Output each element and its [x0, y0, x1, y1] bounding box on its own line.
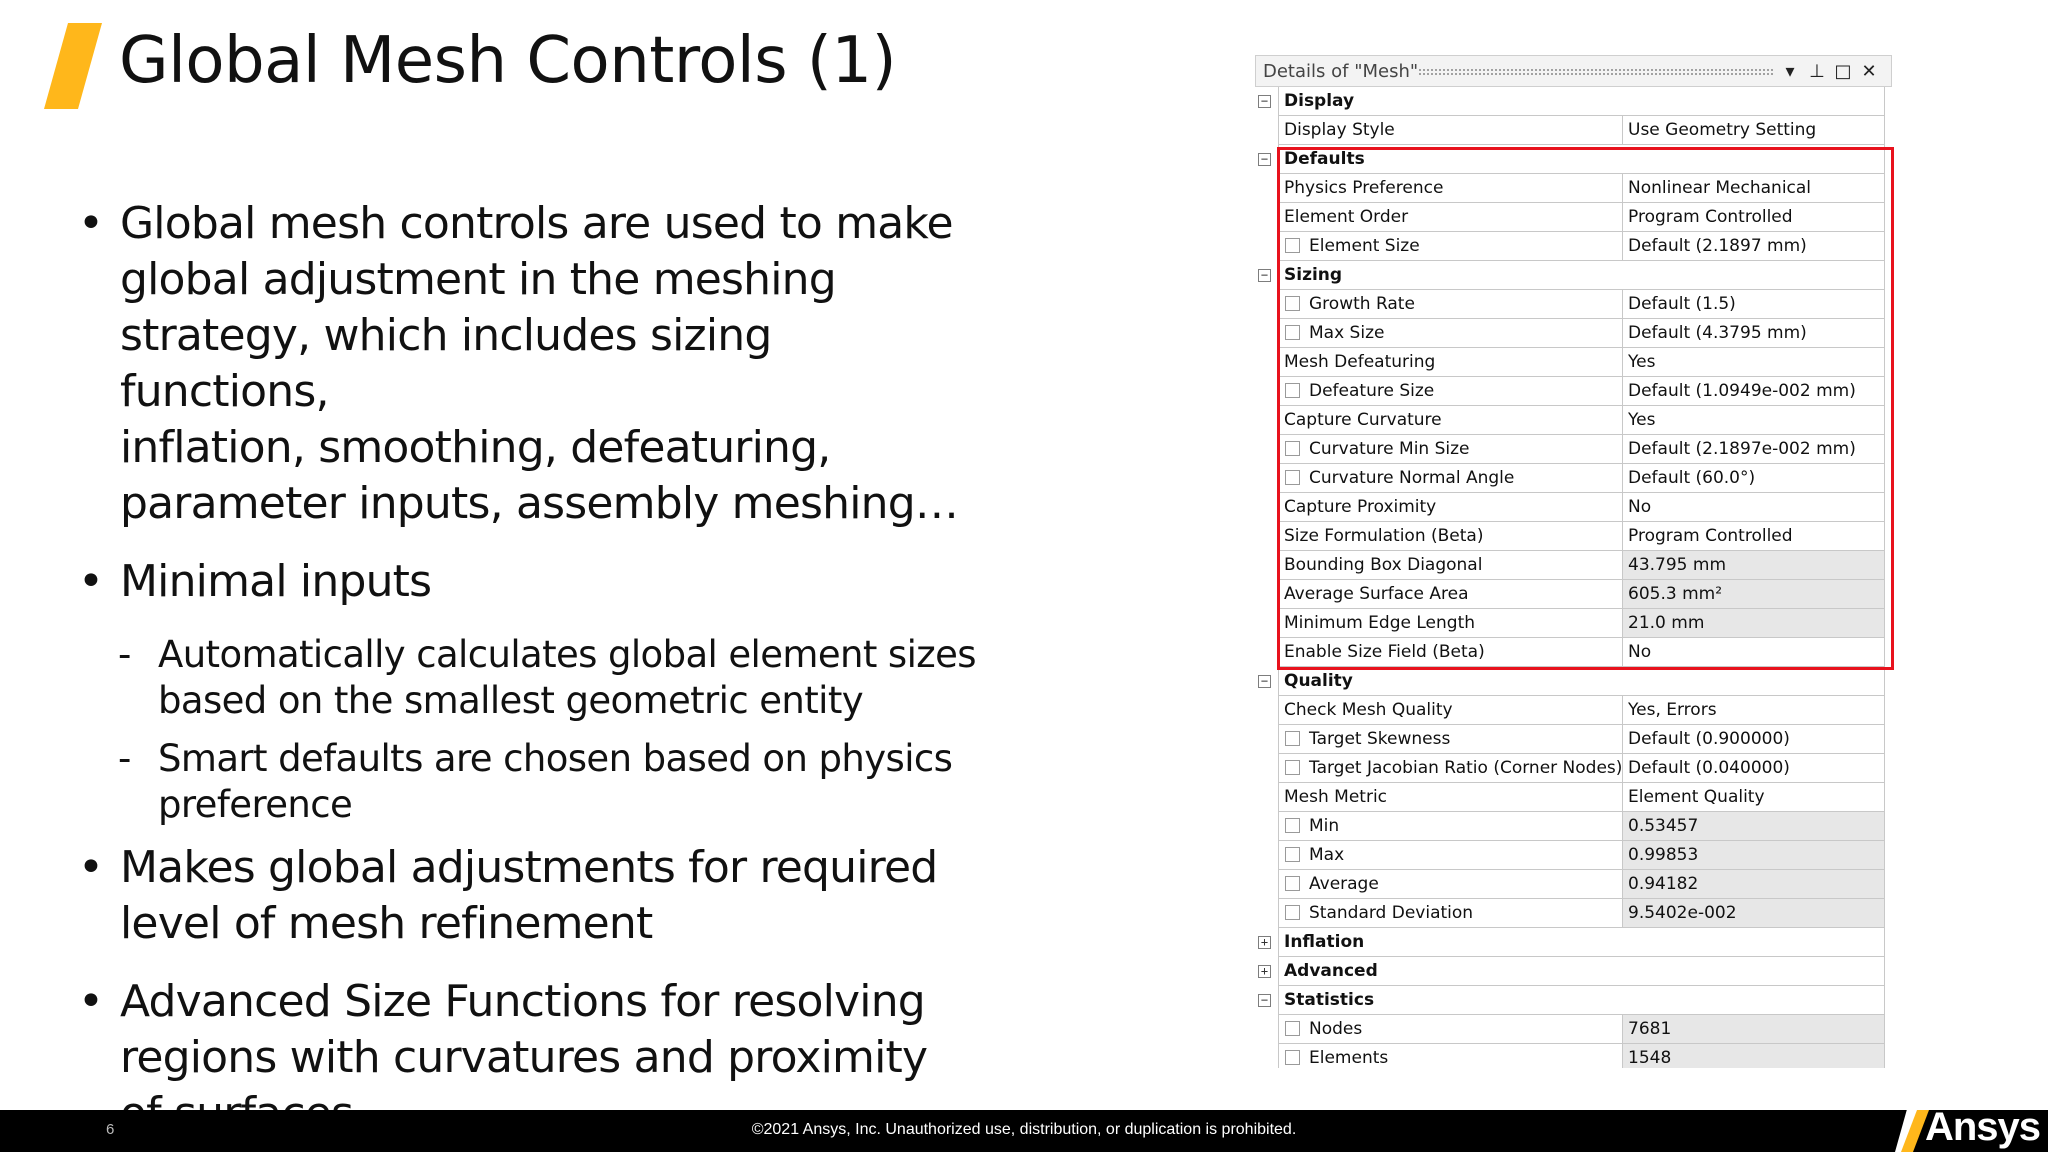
property-label-cell — [1278, 754, 1623, 783]
property-label: Average Surface Area — [1284, 584, 1469, 604]
property-value: 1548 — [1623, 1044, 1885, 1068]
property-row[interactable] — [1255, 203, 1892, 232]
property-row[interactable] — [1255, 1044, 1892, 1068]
bullet-marker: • — [78, 976, 104, 1027]
parameter-checkbox[interactable] — [1285, 296, 1300, 311]
property-label: Max Size — [1309, 323, 1385, 343]
bullet-line: parameter inputs, assembly meshing… — [120, 478, 959, 529]
property-row[interactable] — [1255, 841, 1892, 870]
property-row[interactable] — [1255, 377, 1892, 406]
property-label-cell — [1278, 551, 1623, 580]
property-label-cell — [1278, 319, 1623, 348]
property-label: Element Size — [1309, 236, 1420, 256]
group-row-display[interactable] — [1255, 87, 1892, 116]
group-row-sizing[interactable] — [1255, 261, 1892, 290]
expand-icon[interactable]: + — [1258, 936, 1271, 949]
parameter-checkbox[interactable] — [1285, 847, 1300, 862]
property-label: Check Mesh Quality — [1284, 700, 1453, 720]
property-value[interactable]: Program Controlled — [1623, 203, 1885, 232]
property-value[interactable]: No — [1623, 493, 1885, 522]
property-label-cell — [1278, 638, 1623, 667]
group-row-inflation[interactable] — [1255, 928, 1892, 957]
bullet-line: global adjustment in the meshing — [120, 254, 836, 305]
property-row[interactable] — [1255, 348, 1892, 377]
property-row[interactable] — [1255, 870, 1892, 899]
group-label: Display — [1278, 87, 1885, 116]
property-value[interactable]: Default (0.900000) — [1623, 725, 1885, 754]
ansys-logo — [1895, 1102, 2040, 1152]
property-row[interactable] — [1255, 116, 1892, 145]
property-value[interactable]: Default (0.040000) — [1623, 754, 1885, 783]
property-label-cell — [1278, 609, 1623, 638]
sub-bullet-item — [78, 632, 978, 724]
group-row-advanced[interactable] — [1255, 957, 1892, 986]
dropdown-arrow-icon[interactable]: ▾ — [1785, 61, 1795, 82]
property-label-cell — [1278, 522, 1623, 551]
property-value[interactable]: Default (1.0949e-002 mm) — [1623, 377, 1885, 406]
property-label-cell — [1278, 116, 1623, 145]
dash-marker: - — [118, 737, 131, 780]
slide-title: Global Mesh Controls (1) — [119, 24, 897, 98]
logo-text: Ansys — [1924, 1104, 2040, 1149]
collapse-icon[interactable]: − — [1258, 95, 1271, 108]
collapse-icon[interactable]: − — [1258, 153, 1271, 166]
bullet-marker: • — [78, 198, 104, 249]
property-label-cell — [1278, 174, 1623, 203]
property-label-cell — [1278, 232, 1623, 261]
property-row[interactable] — [1255, 812, 1892, 841]
panel-grip[interactable] — [1418, 68, 1773, 76]
property-value: 43.795 mm — [1623, 551, 1885, 580]
parameter-checkbox[interactable] — [1285, 876, 1300, 891]
property-value: 605.3 mm² — [1623, 580, 1885, 609]
maximize-icon[interactable]: □ — [1834, 61, 1852, 82]
property-label-cell — [1278, 406, 1623, 435]
property-value: 9.5402e-002 — [1623, 899, 1885, 928]
parameter-checkbox[interactable] — [1285, 383, 1300, 398]
property-label: Defeature Size — [1309, 381, 1435, 401]
property-label-cell — [1278, 783, 1623, 812]
parameter-checkbox[interactable] — [1285, 1021, 1300, 1036]
property-label-cell — [1278, 580, 1623, 609]
property-value[interactable]: Default (1.5) — [1623, 290, 1885, 319]
parameter-checkbox[interactable] — [1285, 818, 1300, 833]
property-label: Mesh Defeaturing — [1284, 352, 1436, 372]
property-label: Curvature Min Size — [1309, 439, 1470, 459]
property-value: 0.94182 — [1623, 870, 1885, 899]
bullet-line: Makes global adjustments for required — [120, 842, 938, 893]
property-label: Target Skewness — [1309, 729, 1451, 749]
property-label: Mesh Metric — [1284, 787, 1388, 807]
property-value[interactable]: Default (4.3795 mm) — [1623, 319, 1885, 348]
property-row[interactable] — [1255, 783, 1892, 812]
property-row[interactable] — [1255, 232, 1892, 261]
accent-slash-icon — [44, 23, 102, 109]
property-row[interactable] — [1255, 1015, 1892, 1044]
property-value[interactable]: Use Geometry Setting — [1623, 116, 1885, 145]
bullet-marker: • — [78, 842, 104, 893]
property-label-cell — [1278, 870, 1623, 899]
bullet-line: preference — [158, 783, 353, 826]
property-label-cell — [1278, 812, 1623, 841]
bullet-line: Smart defaults are chosen based on physics — [158, 737, 953, 780]
bullet-line: Global mesh controls are used to make — [120, 198, 953, 249]
bullet-line: level of mesh refinement — [120, 898, 653, 949]
bullet-line: Automatically calculates global element sizes — [158, 633, 976, 676]
property-label-cell — [1278, 899, 1623, 928]
property-row[interactable] — [1255, 174, 1892, 203]
page-number: 6 — [106, 1121, 115, 1138]
parameter-checkbox[interactable] — [1285, 238, 1300, 253]
property-row[interactable] — [1255, 754, 1892, 783]
footer-bar — [0, 1104, 2048, 1152]
property-grid — [1255, 87, 1892, 1068]
property-label-cell — [1278, 290, 1623, 319]
bullet-line: strategy, which includes sizing functions, — [120, 310, 772, 417]
property-value[interactable]: Yes — [1623, 348, 1885, 377]
property-row[interactable] — [1255, 551, 1892, 580]
bullet-line: based on the smallest geometric entity — [158, 679, 864, 722]
group-row-statistics[interactable] — [1255, 986, 1892, 1015]
property-label-cell — [1278, 696, 1623, 725]
parameter-checkbox[interactable] — [1285, 731, 1300, 746]
property-label-cell — [1278, 435, 1623, 464]
copyright-text: ©2021 Ansys, Inc. Unauthorized use, distribution, or duplication is prohibited. — [751, 1121, 1297, 1138]
expand-icon[interactable]: + — [1258, 965, 1271, 978]
property-label: Max — [1309, 845, 1345, 865]
bullet-line: Minimal inputs — [120, 556, 432, 607]
property-label-cell — [1278, 203, 1623, 232]
parameter-checkbox[interactable] — [1285, 325, 1300, 340]
property-row[interactable] — [1255, 464, 1892, 493]
property-row[interactable] — [1255, 435, 1892, 464]
property-value[interactable]: Yes — [1623, 406, 1885, 435]
property-label: Size Formulation (Beta) — [1284, 526, 1484, 546]
group-row-quality[interactable] — [1255, 667, 1892, 696]
property-label-cell — [1278, 1015, 1623, 1044]
property-row[interactable] — [1255, 899, 1892, 928]
property-value[interactable]: Default (2.1897 mm) — [1623, 232, 1885, 261]
property-label: Display Style — [1284, 120, 1395, 140]
bullet-item — [78, 840, 978, 952]
property-row[interactable] — [1255, 725, 1892, 754]
bullet-line: Advanced Size Functions for resolving — [120, 976, 925, 1027]
property-label: Growth Rate — [1309, 294, 1415, 314]
property-label-cell — [1278, 1044, 1623, 1068]
group-row-defaults[interactable] — [1255, 145, 1892, 174]
property-label: Min — [1309, 816, 1340, 836]
bullet-item — [78, 196, 978, 532]
collapse-icon[interactable]: − — [1258, 675, 1271, 688]
property-value: 0.99853 — [1623, 841, 1885, 870]
property-label-cell — [1278, 464, 1623, 493]
property-label-cell — [1278, 348, 1623, 377]
property-label: Standard Deviation — [1309, 903, 1474, 923]
logo-slash-icon — [1895, 1102, 1929, 1152]
property-label: Physics Preference — [1284, 178, 1444, 198]
pin-icon[interactable]: ⊥ — [1809, 61, 1825, 82]
property-label: Average — [1309, 874, 1379, 894]
property-value[interactable]: Program Controlled — [1623, 522, 1885, 551]
property-value[interactable]: Element Quality — [1623, 783, 1885, 812]
property-label-cell — [1278, 841, 1623, 870]
property-row[interactable] — [1255, 638, 1892, 667]
group-label: Sizing — [1278, 261, 1885, 290]
property-row[interactable] — [1255, 609, 1892, 638]
parameter-checkbox[interactable] — [1285, 1050, 1300, 1065]
panel-header[interactable] — [1255, 55, 1892, 87]
property-value: 0.53457 — [1623, 812, 1885, 841]
group-label: Defaults — [1278, 145, 1885, 174]
property-label: Bounding Box Diagonal — [1284, 555, 1483, 575]
parameter-checkbox[interactable] — [1285, 470, 1300, 485]
property-row[interactable] — [1255, 493, 1892, 522]
parameter-checkbox[interactable] — [1285, 441, 1300, 456]
bullet-line: inflation, smoothing, defeaturing, — [120, 422, 831, 473]
group-label: Statistics — [1278, 986, 1885, 1015]
property-row[interactable] — [1255, 580, 1892, 609]
property-label: Elements — [1309, 1048, 1389, 1068]
panel-title: Details of "Mesh" — [1263, 61, 1419, 82]
property-value: 7681 — [1623, 1015, 1885, 1044]
property-label: Enable Size Field (Beta) — [1284, 642, 1485, 662]
sub-bullet-item — [78, 736, 978, 828]
property-row[interactable] — [1255, 522, 1892, 551]
property-row[interactable] — [1255, 319, 1892, 348]
collapse-icon[interactable]: − — [1258, 994, 1271, 1007]
property-label-cell — [1278, 493, 1623, 522]
parameter-checkbox[interactable] — [1285, 905, 1300, 920]
property-row[interactable] — [1255, 290, 1892, 319]
property-label: Minimum Edge Length — [1284, 613, 1476, 633]
property-label-cell — [1278, 725, 1623, 754]
details-panel — [1255, 55, 1892, 1068]
dash-marker: - — [118, 633, 131, 676]
bullet-line: regions with curvatures and proximity — [120, 1032, 928, 1083]
property-label: Target Jacobian Ratio (Corner Nodes) — [1309, 758, 1623, 778]
property-label: Curvature Normal Angle — [1309, 468, 1515, 488]
property-label: Capture Proximity — [1284, 497, 1437, 517]
bullet-item — [78, 554, 978, 610]
property-value[interactable]: No — [1623, 638, 1885, 667]
group-label: Quality — [1278, 667, 1885, 696]
property-label: Capture Curvature — [1284, 410, 1442, 430]
property-value[interactable]: Default (60.0°) — [1623, 464, 1885, 493]
property-value[interactable]: Yes, Errors — [1623, 696, 1885, 725]
parameter-checkbox[interactable] — [1285, 760, 1300, 775]
property-row[interactable] — [1255, 406, 1892, 435]
group-label: Inflation — [1278, 928, 1885, 957]
close-icon[interactable]: ✕ — [1861, 61, 1877, 82]
property-label: Nodes — [1309, 1019, 1363, 1039]
bullet-list — [78, 196, 978, 1164]
property-value[interactable]: Nonlinear Mechanical — [1623, 174, 1885, 203]
property-value[interactable]: Default (2.1897e-002 mm) — [1623, 435, 1885, 464]
bullet-marker: • — [78, 556, 104, 607]
property-label-cell — [1278, 377, 1623, 406]
property-label: Element Order — [1284, 207, 1409, 227]
property-value: 21.0 mm — [1623, 609, 1885, 638]
group-label: Advanced — [1278, 957, 1885, 986]
property-row[interactable] — [1255, 696, 1892, 725]
collapse-icon[interactable]: − — [1258, 269, 1271, 282]
